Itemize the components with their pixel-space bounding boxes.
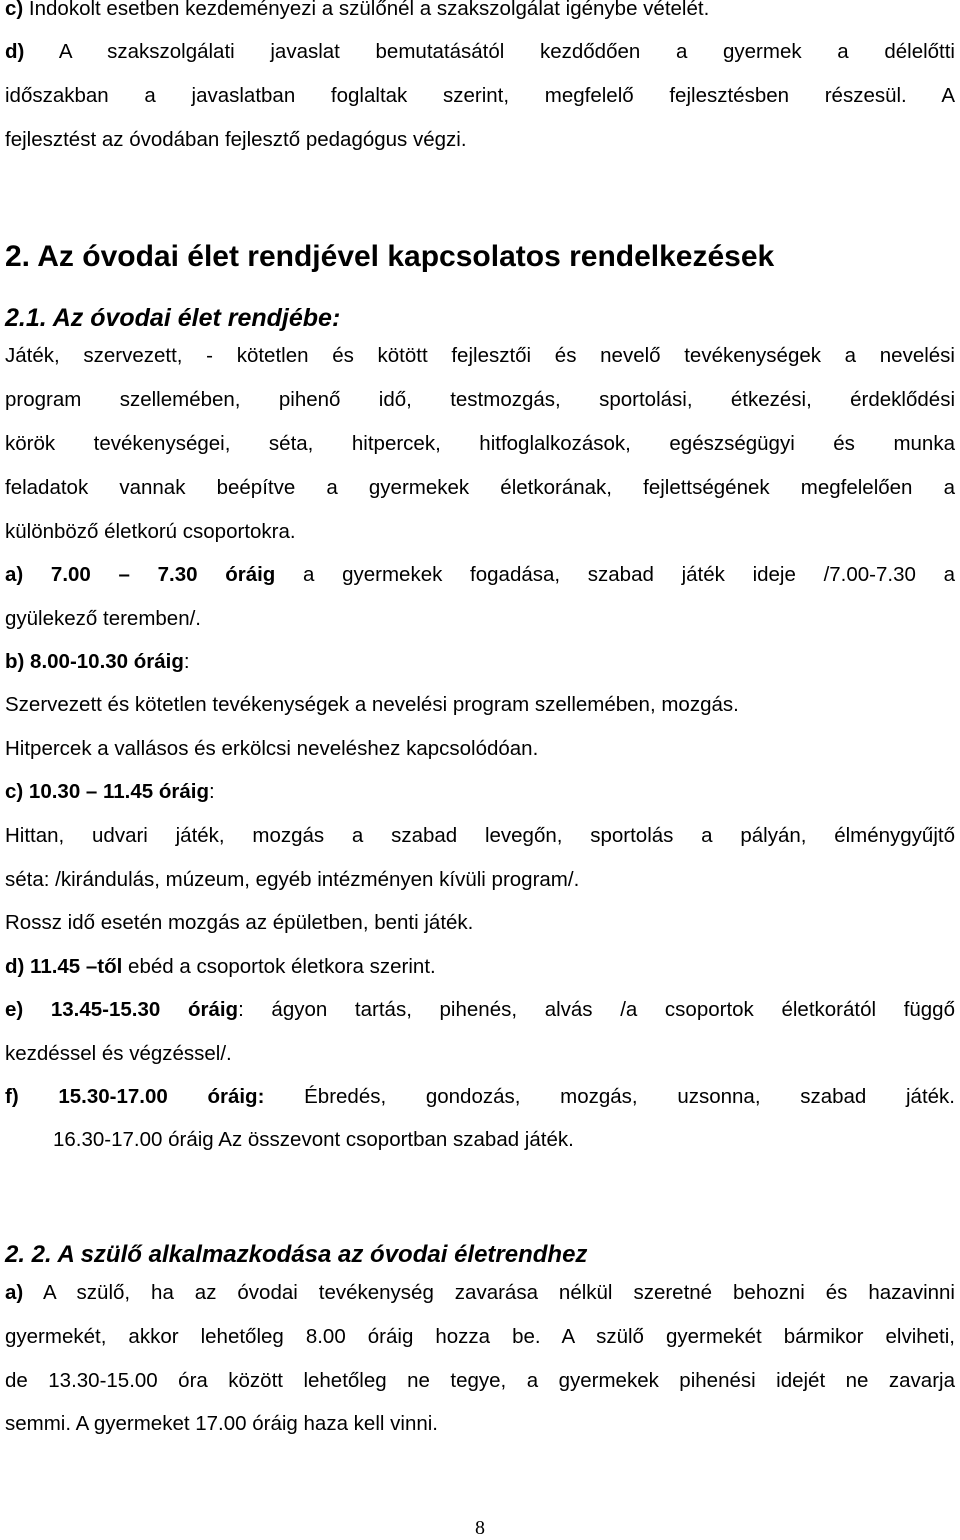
parent-rule-line — [5, 1281, 955, 1305]
schedule-time: c) 10.30 – 11.45 óráig — [5, 780, 209, 803]
schedule-text: Hittan, udvari játék, mozgás a szabad levegőn, sportolás a pályán, élménygyűjtő — [5, 824, 955, 847]
schedule-colon: : — [183, 650, 190, 673]
parent-rule-line: semmi. A gyermeket 17.00 óráig haza kell vinni. — [5, 1412, 438, 1435]
schedule-item-f-cont: 16.30-17.00 óráig Az összevont csoportban szabad játék. — [53, 1128, 574, 1151]
schedule-text: Szervezett és kötetlen tevékenységek a nevelési program szellemében, mozgás. — [5, 693, 739, 716]
item-text: A szakszolgálati javaslat bemutatásától kezdődően a gyermek a délelőtti — [24, 40, 955, 63]
schedule-time: e) 13.45-15.30 óráig — [5, 998, 239, 1021]
item-label: c) — [5, 0, 24, 20]
schedule-text: Hitpercek a vallásos és erkölcsi neveléshez kapcsolódóan. — [5, 737, 539, 760]
schedule-time: a) 7.00 – 7.30 óráig — [5, 563, 276, 586]
schedule-item-a — [5, 563, 955, 587]
section-2-1-heading: 2.1. Az óvodai élet rendjébe: — [5, 304, 341, 332]
schedule-item-c — [5, 780, 955, 804]
parent-rule-line: gyermekét, akkor lehetőleg 8.00 óráig hozza be. A szülő gyermekét bármikor elviheti, — [5, 1325, 955, 1348]
schedule-text: séta: /kirándulás, múzeum, egyéb intézményen kívüli program/. — [5, 868, 580, 891]
item-d-intro-line2: időszakban a javaslatban foglaltak szerint, megfelelő fejlesztésben részesül. A — [5, 84, 955, 107]
paragraph-line: program szellemében, pihenő idő, testmozgás, sportolási, étkezési, érdeklődési — [5, 388, 955, 411]
schedule-time: d) 11.45 –től — [5, 955, 123, 978]
section-2-heading: 2. Az óvodai élet rendjével kapcsolatos rendelkezések — [5, 240, 775, 273]
schedule-item-f — [5, 1085, 955, 1109]
schedule-text: Ébredés, gondozás, mozgás, uzsonna, szabad játék. — [264, 1085, 956, 1108]
schedule-time: f) 15.30-17.00 óráig: — [5, 1085, 265, 1108]
schedule-text: Rossz idő esetén mozgás az épületben, benti játék. — [5, 911, 474, 934]
item-text: Indokolt esetben kezdeményezi a szülőnél a szakszolgálat igénybe vételét. — [23, 0, 710, 20]
schedule-item-e-cont: kezdéssel és végzéssel/. — [5, 1042, 232, 1065]
schedule-colon: : — [209, 780, 215, 803]
item-text: A szülő, ha az óvodai tevékenység zavarása nélkül szeretné behozni és hazavinni — [23, 1281, 955, 1304]
schedule-item-d — [5, 955, 955, 979]
schedule-item-e — [5, 998, 955, 1022]
schedule-item-a-cont: gyülekező teremben/. — [5, 607, 202, 630]
item-label: a) — [5, 1281, 24, 1304]
paragraph-line: különböző életkorú csoportokra. — [5, 520, 296, 543]
schedule-text: a gyermekek fogadása, szabad játék ideje /7.00-7.30 a — [275, 563, 955, 586]
schedule-text: ebéd a csoportok életkora szerint. — [122, 955, 436, 978]
item-d-intro-line1 — [5, 40, 955, 64]
section-2-2-heading: 2. 2. A szülő alkalmazkodása az óvodai életrendhez — [5, 1241, 588, 1268]
item-d-intro-line3: fejlesztést az óvodában fejlesztő pedagógus végzi. — [5, 128, 467, 151]
item-label: d) — [5, 40, 25, 63]
paragraph-line: körök tevékenységei, séta, hitpercek, hitfoglalkozások, egészségügyi és munka — [5, 432, 955, 455]
item-c-intro — [5, 0, 955, 21]
schedule-text: : ágyon tartás, pihenés, alvás /a csoportok életkorától függő — [238, 998, 955, 1021]
paragraph-line: feladatok vannak beépítve a gyermekek életkorának, fejlettségének megfelelően a — [5, 476, 955, 499]
paragraph-line: Játék, szervezett, - kötetlen és kötött fejlesztői és nevelő tevékenységek a nevelési — [5, 344, 955, 367]
schedule-item-b — [5, 650, 955, 674]
schedule-time: b) 8.00-10.30 óráig — [5, 650, 184, 673]
parent-rule-line: de 13.30-15.00 óra között lehetőleg ne tegye, a gyermekek pihenési idejét ne zavarja — [5, 1369, 955, 1392]
page-number: 8 — [475, 1517, 485, 1539]
